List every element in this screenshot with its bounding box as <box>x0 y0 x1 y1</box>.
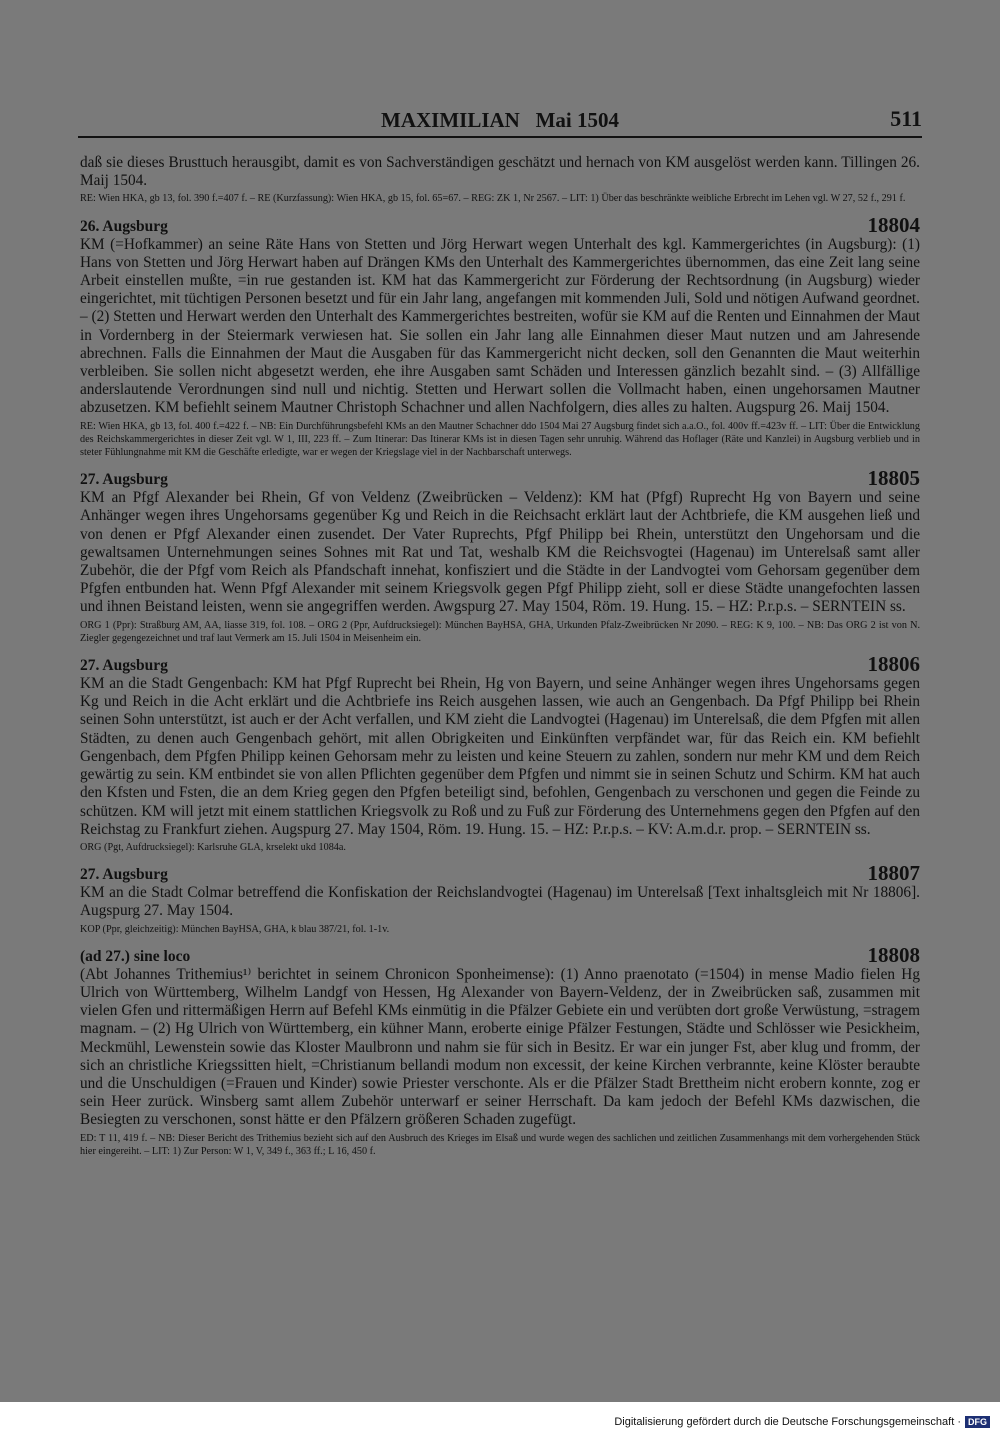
entry-date: (ad 27.) sine loco <box>80 947 191 965</box>
running-header <box>78 106 922 138</box>
entry-18804 <box>80 214 920 460</box>
header-title: MAXIMILIAN Mai 1504 <box>381 108 619 132</box>
entry-text: KM (=Hofkammer) an seine Räte Hans von Stetten und Jörg Herwart wegen Unterhalt des kgl. Kammergerichtes (in Augsburg): (1) Hans von Stetten und Jörg Herwart haben auf Drängen KMs den Unterhalt des Kammergerichtes übernommen, das eine Zeit lang seine Arbeit einstellen mußte, =in rue gestanden ist. KM hat das Kammergericht zur Förderung der Rechtsordnung (in Augsburg) wieder eingerichtet, mit tüchtigen Personen besetzt und für ein Jahr lang, angefangen mit kommenden Juli, Sold und nötigen Aufwand geordnet. – (2) Stetten und Herwart werden den Unterhalt des Kammergerichtes bestreiten, wofür sie KM auf die Renten und Einnahmen der Maut in Vordernberg in der Steiermark verwiesen hat. Sie sollen ein Jahr lang alle Einnahmen dieser Maut nutzen und am Jahresende abrechnen. Falls die Einnahmen der Maut die Ausgaben für das Kammergericht nicht decken, soll den Genannten die Maut weiterhin verbleiben. Sie sollen nicht abgesetzt werden, ehe ihre Ausgaben samt Schäden und Interessen gänzlich bezahlt sind. – (3) Allfällige anderslautende Verordnungen sind null und nichtig. Stetten und Herwart sollen die Vollmacht haben, einen ungehorsamen Mautner abzusetzen. KM befiehlt seinem Mautner Christoph Schachner und allen Nachfolgern, dies alles zu halten. Augspurg 26. Maij 1504. <box>80 235 920 417</box>
entry-heading <box>80 467 920 489</box>
entry-note: KOP (Ppr, gleichzeitig): München BayHSA, GHA, k blau 387/21, fol. 1-1v. <box>80 923 390 935</box>
entry-text: (Abt Johannes Trithemius¹⁾ berichtet in seinem Chronicon Sponheimense): (1) Anno praenotato (=1504) in mense Madio fielen Hg Ulrich von Württemberg, Wilhelm Landgf von Hessen, Hg Alexander von Bayern-Veldenz, der in Zweibrücken saß, zusammen mit vielen Gfen und rittermäßigen Herrn auf Befehl KMs einmütig in die Pfälzer Gebiete ein und verübten dort große Verwüstung, =stragem magnam. – (2) Hg Ulrich von Württemberg, ein kühner Mann, eroberte einige Pfälzer Festungen, Städte und Schlösser wie Pesickheim, Meckmühl, Lewenstein sowie das Kloster Maulbronn und nahm sie für sich in Besitz. Er war ein junger Fst, aber klug und fromm, der sich an christliche Kriegssitten hielt, =Christianum bellandi modum non excessit, der keine Kirchen verbrannte, keine Klöster beraubte und die Unschuldigen (=Frauen und Kinder) sowie Priester verschonte. Als er die Pfälzer Stadt Brettheim nicht erobern konnte, zog er sein Heer zurück. Winsberg samt allem Zubehör unterwarf er seiner Herrschaft. Da kam jedoch der Befehl KMs dazwischen, die Besiegten zu verschonen, sonst hätte er den Pfälzern größeren Schaden zugefügt. <box>80 965 920 1129</box>
intro-text: daß sie dieses Brusttuch herausgibt, damit es von Sachverständigen geschätzt und hernach von KM ausgelöst werden kann. Tillingen 26. Maij 1504. <box>80 154 920 190</box>
header-rule <box>78 136 922 138</box>
entry-number: 18808 <box>867 942 920 967</box>
entry-18807 <box>80 862 920 936</box>
entry-18805 <box>80 467 920 645</box>
entry-text: KM an Pfgf Alexander bei Rhein, Gf von Veldenz (Zweibrücken – Veldenz): KM hat (Pfgf) Ruprecht Hg von Bayern und seine Anhänger wegen ihres Ungehorsams gegenüber Kg und Reich in die Reichsacht erklärt laut der Achtbriefe, die KM ausgehen ließ und von denen er Pfgf Alexander einen zusendet. Der Vater Ruprechts, Pfgf Philipp bei Rhein, unterstützt den Ungehorsam und die gewaltsamen Unternehmungen seines Sohnes mit Rat und Tat, weshalb KM die Reichsvogtei (Hagenau) im Unterelsaß samt aller Zubehör, die der Pfgf vom Reich als Pfandschaft innehat, konfisziert und die Städte in der Landvogtei vom Gehorsam gegenüber dem Pfgfen entbunden hat. Wenn Pfgf Alexander mit seinem Kriegsvolk gegen Pfgf Philipp zieht, soll er diese Städte unangefochten lassen und ihnen Beistand leisten, wenn sie angegriffen werden. Awgspurg 27. May 1504, Röm. 19. Hung. 15. – HZ: P.r.p.s. – SERNTEIN ss. <box>80 489 920 616</box>
entry-text: KM an die Stadt Gengenbach: KM hat Pfgf Ruprecht bei Rhein, Hg von Bayern, und seine Anhänger wegen ihres Ungehorsams gegen Kg und Reich in die Acht erklärt und die Achtbriefe ins Reich ausgehen lassen, wie auch an Gengenbach. Da Pfgf Philipp bei Rhein seinen Sohn unterstützt, ist auch er der Acht verfallen, und KM zieht die Landvogtei (Hagenau) im Unterelsaß, die dem Pfgfen mit allen Städten, zu denen auch Gengenbach gehört, mit allen Obrigkeiten und Einkünften verpfändet war, für das Reich ein. KM befiehlt Gengenbach, dem Pfgfen Philipp keinen Gehorsam mehr zu leisten und keine Steuern zu zahlen, sondern nur mehr KM und dem Reich gewärtig zu sein. KM entbindet sie von allen Pflichten gegenüber dem Pfgfen und nimmt sie in seinen Schutz und Schirm. KM hat auch den Kfsten und Fsten, die an dem Krieg gegen den Pfgfen beteiligt sind, befohlen, Gengenbach zu verschonen und gegen die Feinde zu schützen. KM will jetzt mit einem stattlichen Kriegsvolk zu Roß und zu Fuß zur Förderung des Unternehmens gegen den Pfgfen auf den Reichstag zu Frankfurt ziehen. Augspurg 27. May 1504, Röm. 19. Hung. 15. – HZ: P.r.p.s. – KV: A.m.d.r. prop. – SERNTEIN ss. <box>80 675 920 838</box>
entry-date: 27. Augsburg <box>80 657 168 675</box>
entry-date: 27. Augsburg <box>80 866 168 884</box>
page-content <box>80 154 920 1166</box>
entry-date: 26. Augsburg <box>80 217 168 235</box>
entry-heading <box>80 944 920 966</box>
entry-18808 <box>80 944 920 1158</box>
entry-heading <box>80 653 920 675</box>
entry-heading <box>80 862 920 884</box>
entry-note: ORG 1 (Ppr): Straßburg AM, AA, liasse 319, fol. 108. – ORG 2 (Ppr, Aufdrucksiegel): München BayHSA, GHA, Urkunden Pfalz-Zweibrücken Nr 2090. – REG: K 9, 100. – NB: Das ORG 2 ist von N. Ziegler gegengezeichnet und traf laut Vermerk am 15. Juli 1504 in Meisenheim ein. <box>80 619 920 644</box>
dfg-footer <box>614 1416 990 1428</box>
entry-note: ORG (Pgt, Aufdrucksiegel): Karlsruhe GLA, krselekt ukd 1084a. <box>80 841 346 853</box>
intro-block <box>80 154 920 206</box>
page-number: 511 <box>890 106 922 131</box>
entry-number: 18806 <box>867 652 920 677</box>
dfg-logo: DFG <box>965 1416 990 1428</box>
entry-18806 <box>80 653 920 854</box>
entry-note: RE: Wien HKA, gb 13, fol. 400 f.=422 f. – NB: Ein Durchführungsbefehl KMs an den Mautner Schachner ddo 1504 Mai 27 Augsburg findet sich a.a.O., fol. 400v ff.=423v ff. – LIT: Über die Entwicklung des Reichskammergerichtes in dieser Zeit vgl. W 1, III, 223 ff. – Zum Itinerar: Das Itinerar KMs ist in diesen Tagen sehr unruhig. Während das Hoflager (Räte und Kanzlei) in Augsburg verblieb und in steter Fühlungnahme mit KM die Geschäfte erledigte, war er wegen der Kriegslage viel in der Nachbarschaft unterwegs. <box>80 420 920 459</box>
entry-note: ED: T 11, 419 f. – NB: Dieser Bericht des Trithemius bezieht sich auf den Ausbruch des Krieges im Elsaß und wurde wegen des sachlichen und zeitlichen Zusammenhangs mit dem vorhergehenden Stück hier eingereiht. – LIT: 1) Zur Person: W 1, V, 349 f., 363 ff.; L 16, 450 f. <box>80 1132 920 1157</box>
entry-number: 18805 <box>867 466 920 491</box>
entry-number: 18807 <box>867 861 920 886</box>
entry-text: KM an die Stadt Colmar betreffend die Konfiskation der Reichslandvogtei (Hagenau) im Unterelsaß [Text inhaltsgleich mit Nr 18806]. Augspurg 27. May 1504. <box>80 884 920 920</box>
footer-text: Digitalisierung gefördert durch die Deutsche Forschungsgemeinschaft · <box>614 1416 961 1428</box>
entry-heading <box>80 214 920 236</box>
intro-note: RE: Wien HKA, gb 13, fol. 390 f.=407 f. – RE (Kurzfassung): Wien HKA, gb 15, fol. 65=67. – REG: ZK 1, Nr 2567. – LIT: 1) Über das beschränkte weibliche Erbrecht im Lehen vgl. W 27, 52 f., 291 f. <box>80 193 906 205</box>
entry-date: 27. Augsburg <box>80 471 168 489</box>
entry-number: 18804 <box>867 212 920 237</box>
